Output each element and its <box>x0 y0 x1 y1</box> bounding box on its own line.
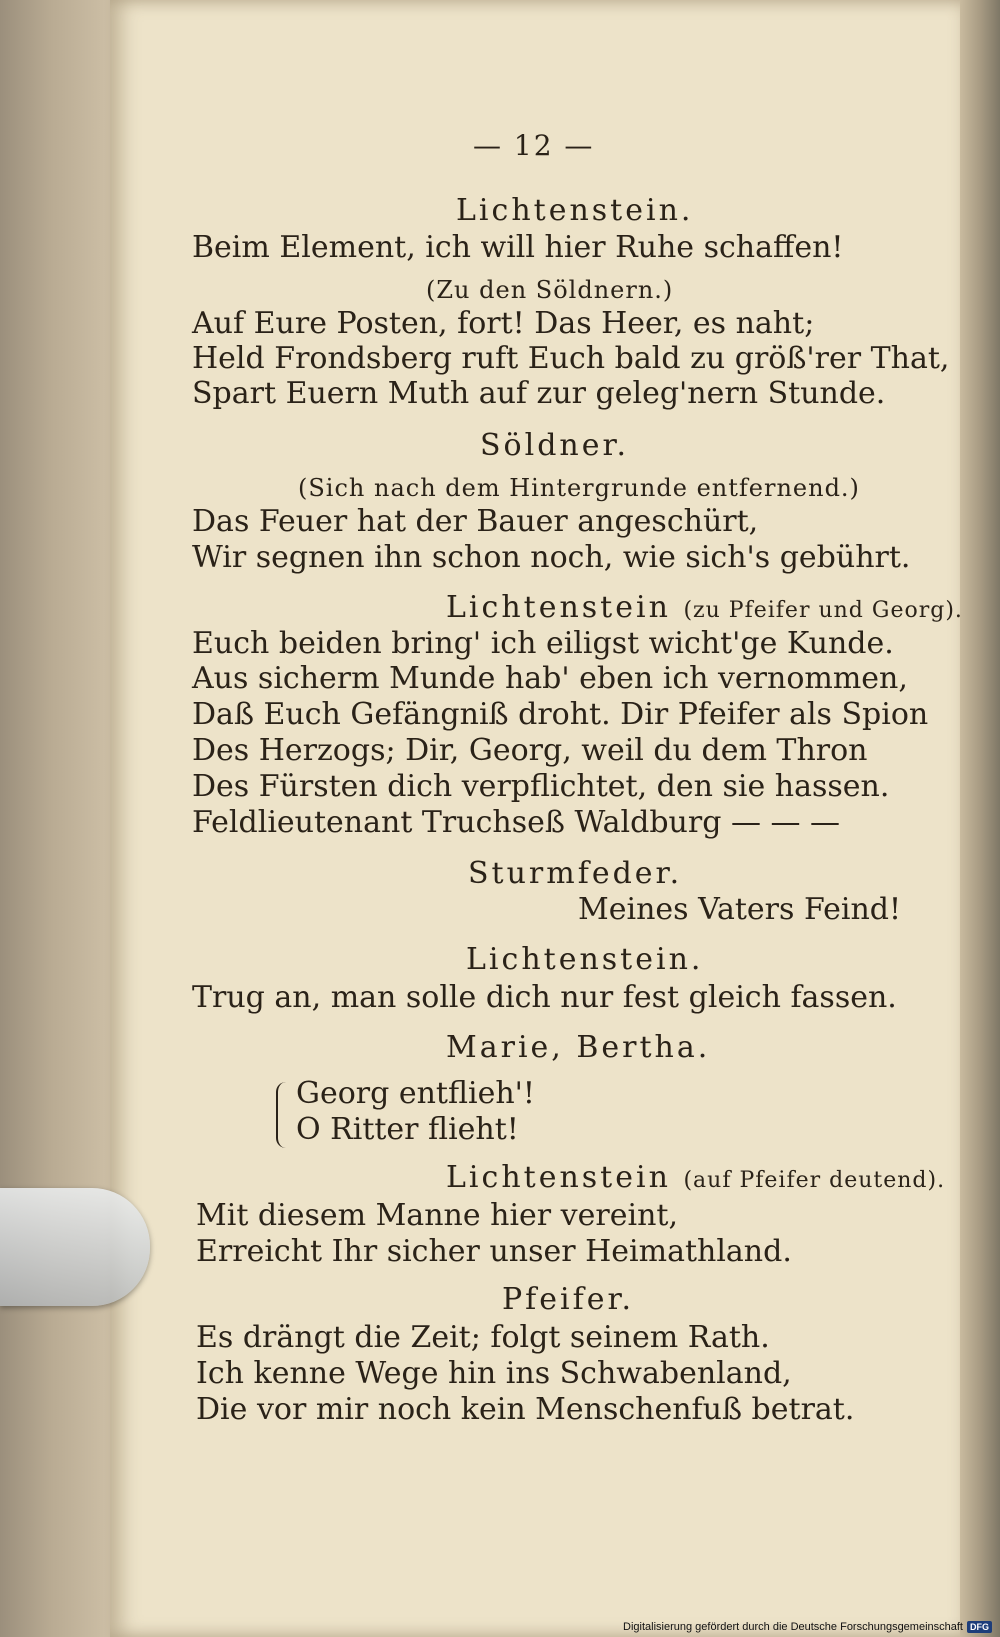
verse-line: Mit diesem Manne hier vereint, <box>196 1198 678 1233</box>
book-right-edge <box>960 0 1000 1637</box>
stage-direction: (auf Pfeifer deutend). <box>683 1168 946 1193</box>
page-number: — 12 — <box>473 129 595 162</box>
speaker-lichtenstein <box>446 1160 945 1199</box>
speaker-lichtenstein: Lichtenstein. <box>456 193 694 228</box>
verse-line: Die vor mir noch kein Menschenfuß betrat. <box>196 1392 855 1427</box>
dfg-logo: DFG <box>967 1621 992 1633</box>
verse-line: Des Fürsten dich verpflichtet, den sie hassen. <box>192 769 890 804</box>
speaker-pfeifer: Pfeifer. <box>502 1282 635 1317</box>
speaker-name: Lichtenstein <box>446 1160 671 1195</box>
page-clip <box>0 1188 150 1306</box>
verse-line: Spart Euern Muth auf zur geleg'nern Stunde. <box>192 376 886 411</box>
brace-bracket <box>276 1082 292 1148</box>
verse-line: Meines Vaters Feind! <box>578 892 902 927</box>
verse-line: Das Feuer hat der Bauer angeschürt, <box>192 504 759 539</box>
verse-line: Erreicht Ihr sicher unser Heimathland. <box>196 1234 792 1269</box>
verse-line: Es drängt die Zeit; folgt seinem Rath. <box>196 1320 770 1355</box>
stage-direction: (Zu den Söldnern.) <box>426 276 674 304</box>
speaker-lichtenstein: Lichtenstein. <box>466 942 704 977</box>
stage-direction: (zu Pfeifer und Georg). <box>683 598 963 623</box>
footer-text: Digitalisierung gefördert durch die Deutsche Forschungsgemeinschaft <box>623 1621 963 1633</box>
verse-line: Held Frondsberg ruft Euch bald zu größ'rer That, <box>192 341 950 376</box>
verse-line: Wir segnen ihn schon noch, wie sich's gebührt. <box>192 540 911 575</box>
speaker-name: Lichtenstein <box>446 590 671 625</box>
verse-line: Des Herzogs; Dir, Georg, weil du dem Thron <box>192 733 868 768</box>
footer-credit <box>623 1621 992 1633</box>
verse-line: Daß Euch Gefängniß droht. Dir Pfeifer als Spion <box>192 697 929 732</box>
verse-line: Aus sicherm Munde hab' eben ich vernommen, <box>192 661 908 696</box>
verse-line: Ich kenne Wege hin ins Schwabenland, <box>196 1356 792 1391</box>
speaker-lichtenstein <box>446 590 963 629</box>
speaker-sturmfeder: Sturmfeder. <box>468 856 683 891</box>
verse-line: Beim Element, ich will hier Ruhe schaffen! <box>192 230 844 265</box>
verse-line: Georg entflieh'! <box>296 1076 535 1111</box>
verse-line: Auf Eure Posten, fort! Das Heer, es naht; <box>192 306 815 341</box>
verse-line: O Ritter flieht! <box>296 1112 519 1147</box>
verse-line: Trug an, man solle dich nur fest gleich fassen. <box>192 980 897 1015</box>
speaker-marie-bertha: Marie, Bertha. <box>446 1030 711 1065</box>
stage-direction: (Sich nach dem Hintergrunde entfernend.) <box>298 474 860 502</box>
speaker-soeldner: Söldner. <box>480 428 630 463</box>
verse-line: Euch beiden bring' ich eiligst wicht'ge Kunde. <box>192 626 894 661</box>
verse-line: Feldlieutenant Truchseß Waldburg — — — <box>192 805 841 840</box>
